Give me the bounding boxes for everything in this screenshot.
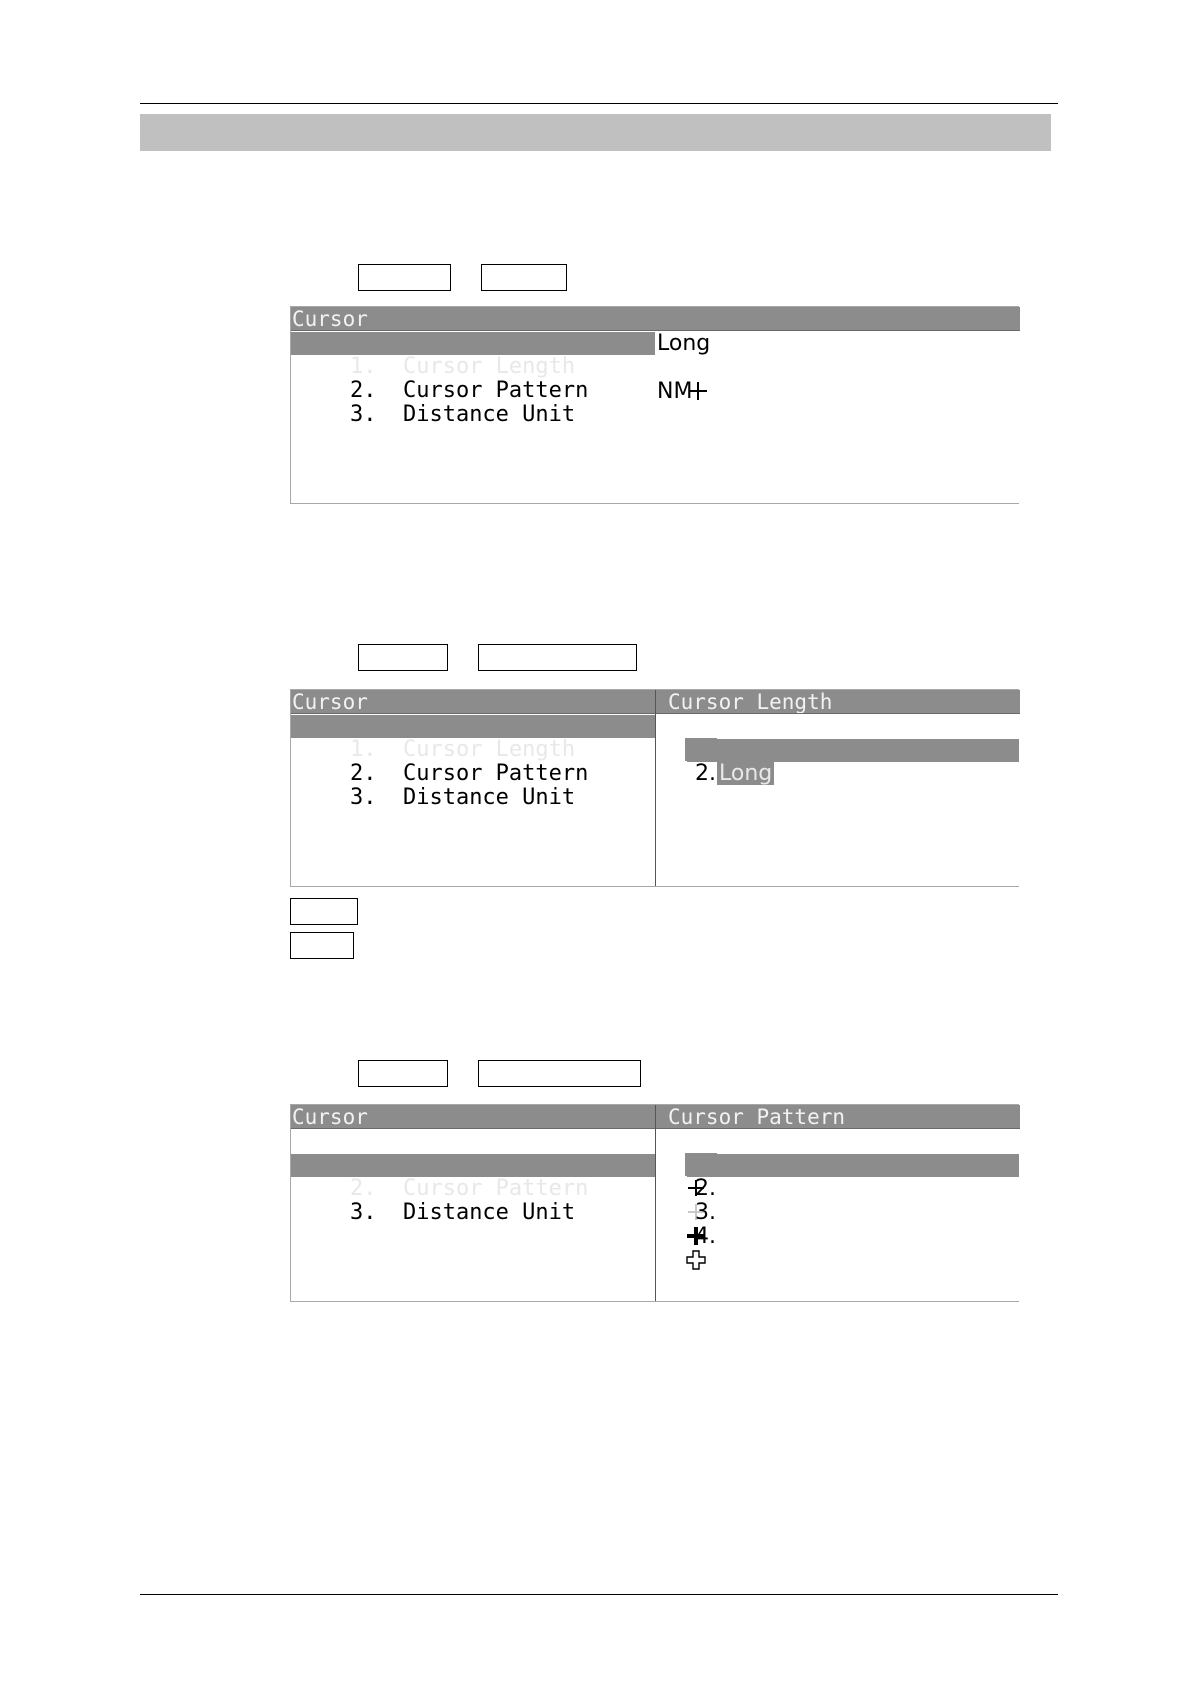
top-rule bbox=[140, 103, 1058, 104]
pattern-option-3[interactable] bbox=[657, 1178, 717, 1225]
option-number: 2. bbox=[694, 1176, 716, 1201]
menu-item-distance-unit[interactable] bbox=[291, 763, 576, 810]
panel-header: Cursor bbox=[291, 690, 655, 714]
cursor-menu-panel bbox=[290, 306, 1019, 504]
cursor-pattern-panel bbox=[290, 1104, 1019, 1302]
section-title-band bbox=[140, 114, 1051, 151]
option-long[interactable] bbox=[657, 739, 774, 786]
panel-header: Cursor bbox=[291, 307, 1020, 331]
pattern-option-2[interactable] bbox=[657, 1154, 717, 1201]
pattern-option-4[interactable] bbox=[657, 1202, 717, 1249]
key-box-menu bbox=[358, 1060, 448, 1087]
menu-item-cursor-length[interactable] bbox=[291, 715, 655, 762]
menu-item-label: 3. Distance Unit bbox=[349, 785, 576, 810]
menu-item-cursor-length[interactable] bbox=[291, 332, 655, 379]
menu-item-cursor-pattern[interactable] bbox=[291, 739, 589, 786]
option-highlight-bar bbox=[687, 1154, 1019, 1177]
key-box-enter bbox=[290, 898, 358, 925]
distance-unit-value: NM bbox=[657, 379, 693, 404]
key-box-cursor bbox=[481, 264, 567, 291]
menu-item-distance-unit[interactable] bbox=[291, 380, 576, 427]
option-number: 2. bbox=[694, 761, 716, 786]
panel-header: Cursor bbox=[291, 1105, 655, 1129]
menu-item-label: 2. Cursor Pattern bbox=[349, 761, 589, 786]
menu-item-cursor-length[interactable] bbox=[291, 1130, 575, 1153]
cursor-length-panel bbox=[290, 689, 1019, 887]
key-box-menu bbox=[358, 644, 448, 671]
menu-item-label: 1. Cursor Length bbox=[349, 737, 576, 762]
option-number: 3. bbox=[694, 1200, 716, 1225]
menu-item-label: 3. Distance Unit bbox=[349, 1200, 576, 1225]
key-box-cursor-pattern bbox=[478, 1060, 641, 1087]
sub-panel-header: Cursor Pattern bbox=[656, 1105, 1020, 1129]
bottom-rule bbox=[140, 1594, 1058, 1595]
hollow-cross-icon bbox=[685, 1249, 707, 1271]
menu-item-distance-unit[interactable] bbox=[291, 1178, 576, 1225]
option-label: Long bbox=[718, 761, 773, 786]
menu-item-cursor-pattern[interactable] bbox=[291, 356, 589, 403]
menu-item-label: 2. Cursor Pattern bbox=[349, 378, 589, 403]
cursor-length-value: Long bbox=[657, 331, 711, 356]
key-box-close bbox=[290, 932, 354, 959]
menu-item-label: 1. Cursor Length bbox=[349, 354, 576, 379]
menu-item-cursor-pattern[interactable] bbox=[291, 1154, 655, 1201]
panel-divider bbox=[655, 1105, 656, 1301]
menu-item-label: 2. Cursor Pattern bbox=[349, 1176, 589, 1201]
sub-panel-header: Cursor Length bbox=[656, 690, 1020, 714]
menu-item-label: 3. Distance Unit bbox=[349, 402, 576, 427]
option-number: 4. bbox=[694, 1224, 716, 1249]
key-box-menu bbox=[358, 264, 451, 291]
key-box-cursor-length bbox=[478, 644, 637, 671]
option-short[interactable] bbox=[657, 715, 780, 738]
panel-divider bbox=[655, 690, 656, 886]
pattern-option-1[interactable] bbox=[657, 1130, 717, 1153]
